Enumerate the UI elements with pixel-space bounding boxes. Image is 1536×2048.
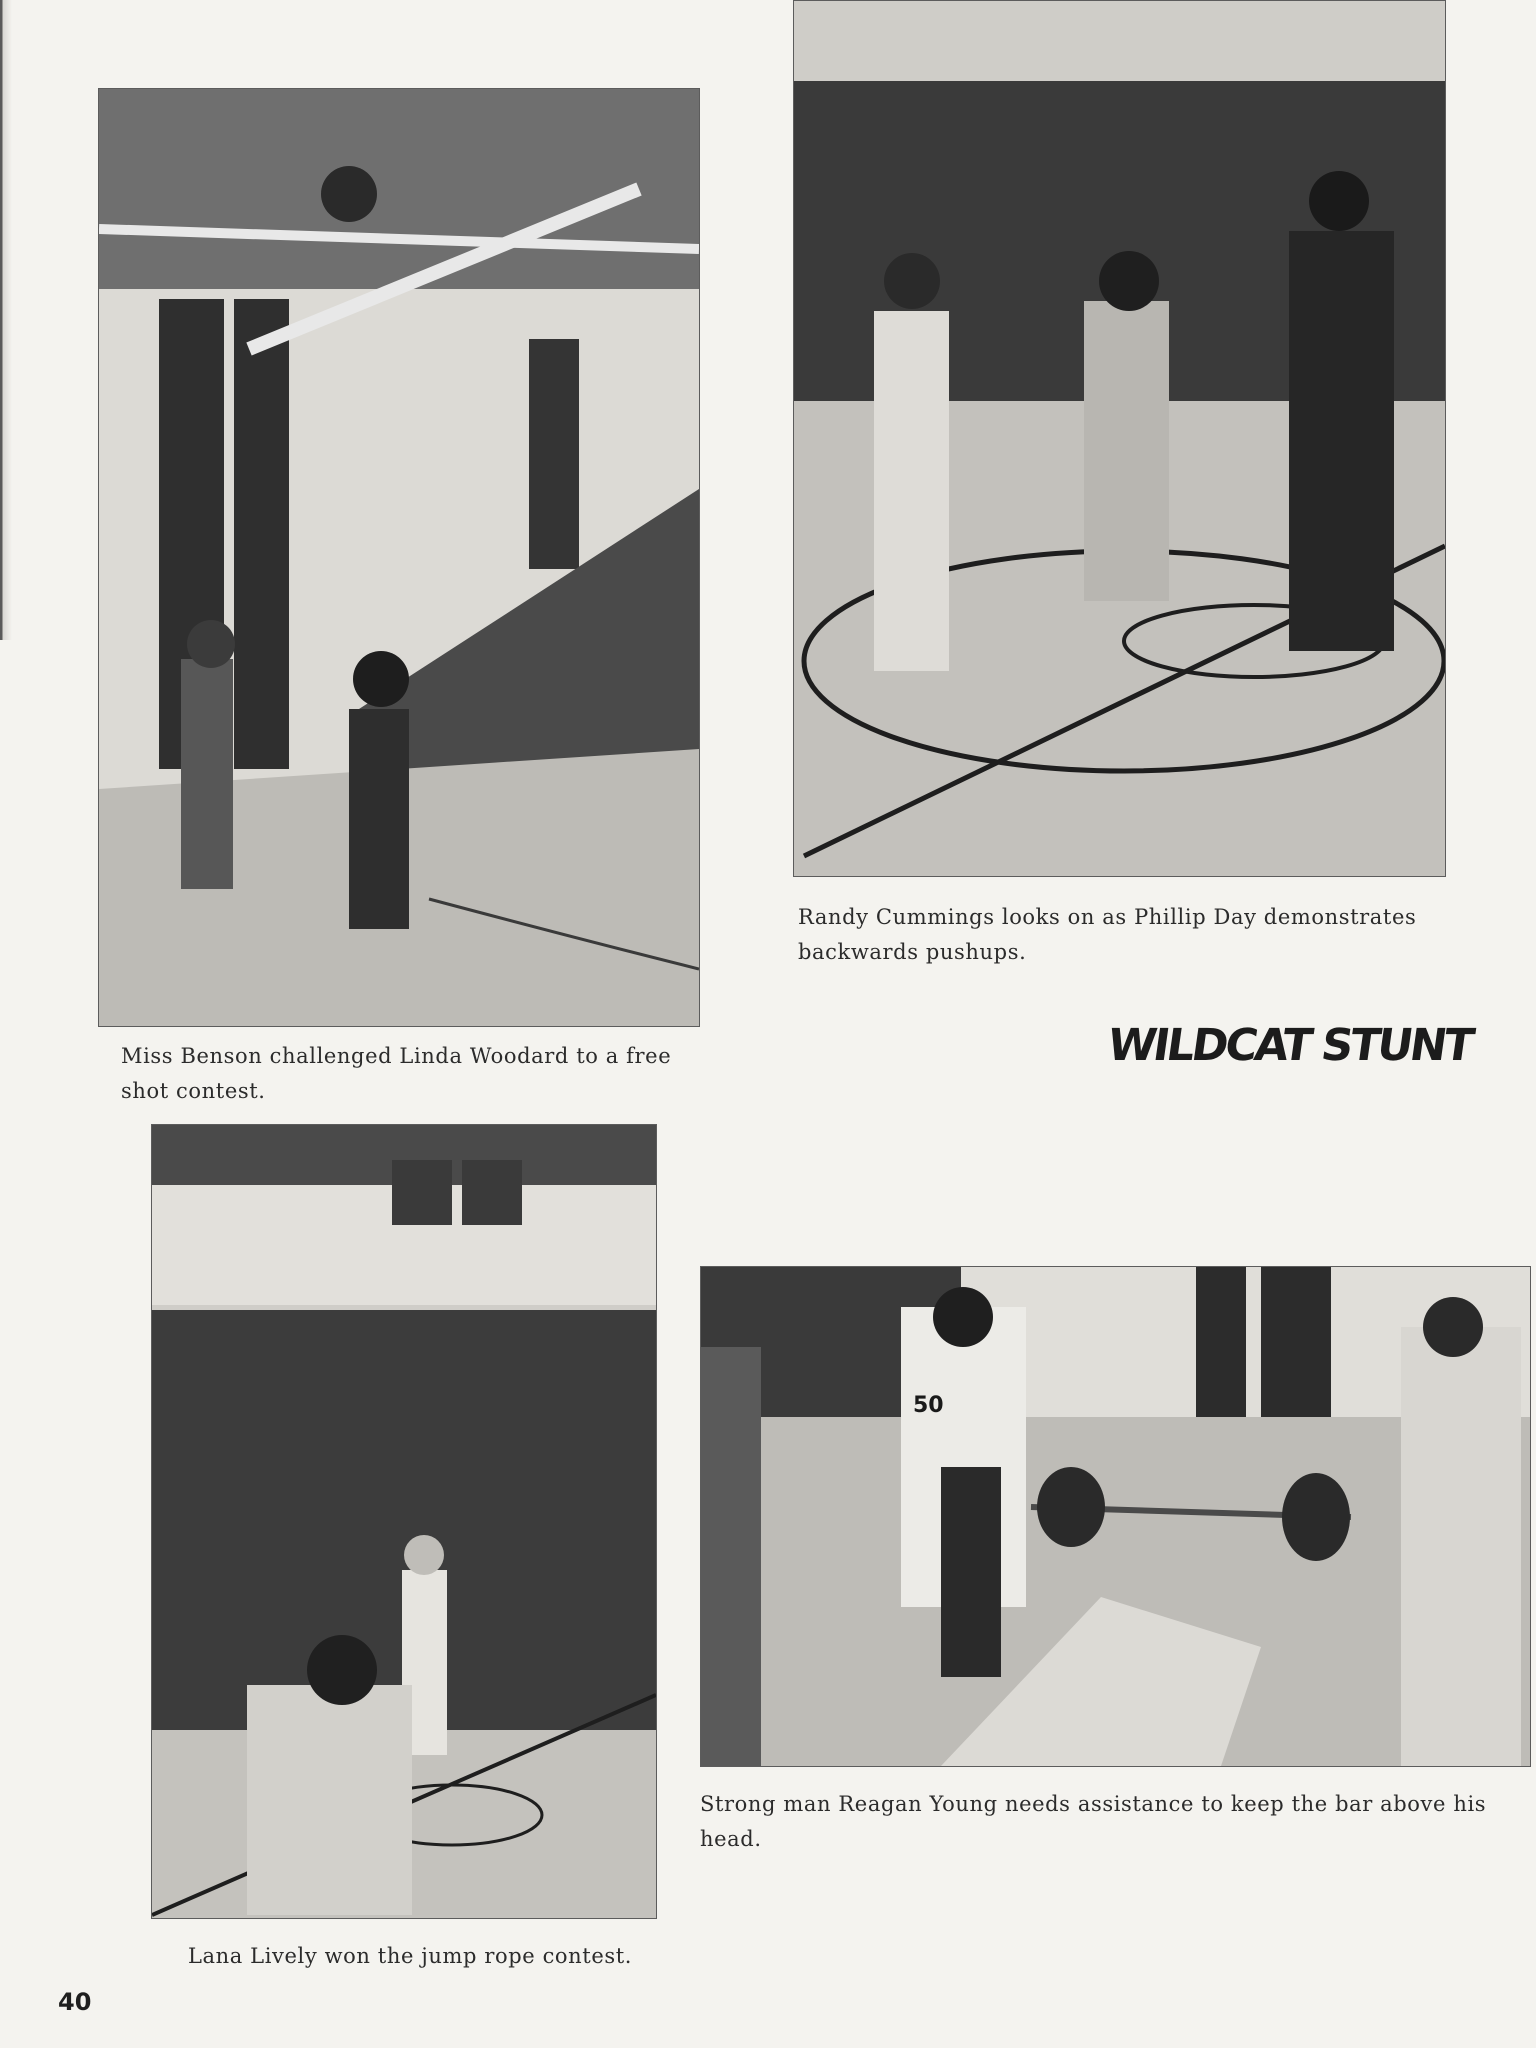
- photo-jump-rope-illustration: [152, 1125, 656, 1918]
- page-number: 40: [58, 1988, 92, 2016]
- photo-free-throw-contest: [98, 88, 700, 1027]
- photo-weightlift-illustration: [701, 1267, 1530, 1766]
- caption-pushups: Randy Cummings looks on as Phillip Day demonstrates backwards pushups.: [798, 905, 1417, 964]
- jacket-number: 50: [913, 1393, 944, 1418]
- caption-jump-rope: Lana Lively won the jump rope contest.: [188, 1944, 633, 1968]
- photo-backwards-pushups: [793, 0, 1446, 877]
- caption-free-throw: Miss Benson challenged Linda Woodard to a free shot contest.: [121, 1044, 672, 1103]
- photo-strong-man-bench-press: [700, 1266, 1531, 1767]
- page-binding-edge: [0, 0, 12, 640]
- page-headline: WILDCAT STUNT: [1104, 1020, 1475, 1071]
- caption-weightlift: Strong man Reagan Young needs assistance to keep the bar above his head.: [700, 1792, 1487, 1851]
- photo-pushups-illustration: [794, 1, 1445, 876]
- photo-jump-rope-contest: [151, 1124, 657, 1919]
- photo-free-throw-illustration: [99, 89, 699, 1026]
